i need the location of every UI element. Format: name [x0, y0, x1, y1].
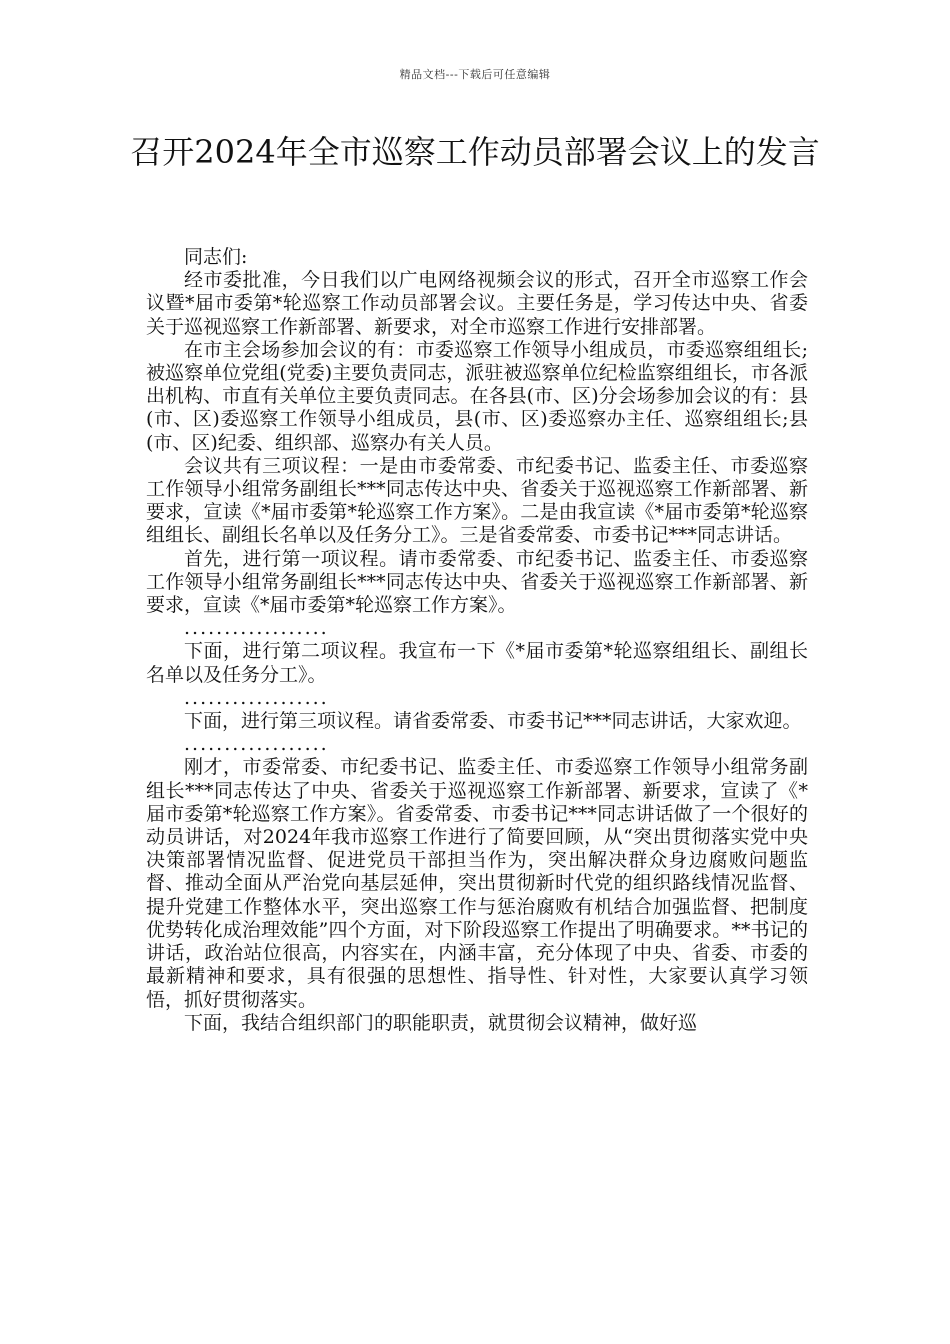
ellipsis-separator: .................. [184, 733, 329, 756]
document-body [146, 246, 808, 1035]
paragraph: 刚才，市委常委、市纪委书记、监委主任、市委巡察工作领导小组常务副组长***同志传达了中央、省委关于巡视巡察工作新部署、新要求，宣读了《*届市委第*轮巡察工作方案》。省委常委、市委书记***同志讲话做了一个很好的动员讲话，对2024年我市巡察工作进行了简要回顾，从“突出贯彻落实党中央决策部署情况监督、促进党员干部担当作为，突出解决群众身边腐败问题监督、推动全面从严治党向基层延伸，突出贯彻新时代党的组织路线情况监督、提升党建工作整体水平，突出巡察工作与惩治腐败有机结合加强监督、把制度优势转化成治理效能”四个方面，对下阶段巡察工作提出了明确要求。**书记的讲话，政治站位很高，内容实在，内涵丰富，充分体现了中央、省委、市委的最新精神和要求，具有很强的思想性、指导性、针对性，大家要认真学习领悟，抓好贯彻落实。 [146, 756, 808, 1011]
paragraph: 下面，我结合组织部门的职能职责，就贯彻会议精神，做好巡 [184, 1011, 698, 1034]
paragraph: 下面，进行第三项议程。请省委常委、市委书记***同志讲话，大家欢迎。 [184, 710, 802, 733]
paragraph: 经市委批准，今日我们以广电网络视频会议的形式，召开全市巡察工作会议暨*届市委第*轮巡察工作动员部署会议。主要任务是，学习传达中央、省委关于巡视巡察工作新部署、新要求，对全市巡察工作进行安排部署。 [146, 269, 808, 338]
page-header: 精品文档---下载后可任意编辑 [399, 68, 551, 81]
document-title: 召开2024年全市巡察工作动员部署会议上的发言 [130, 133, 820, 171]
ellipsis-separator: .................. [184, 686, 329, 709]
salutation: 同志们: [184, 246, 248, 268]
paragraph: 首先，进行第一项议程。请市委常委、市纪委书记、监委主任、市委巡察工作领导小组常务副组长***同志传达中央、省委关于巡视巡察工作新部署、新要求，宣读《*届市委第*轮巡察工作方案》。 [146, 547, 808, 617]
ellipsis-separator: .................. [184, 617, 329, 640]
paragraph: 在市主会场参加会议的有：市委巡察工作领导小组成员，市委巡察组组长;被巡察单位党组(党委)主要负责同志，派驻被巡察单位纪检监察组组长，市各派出机构、市直有关单位主要负责同志。在各县(市、区)分会场参加会议的有：县(市、区)委巡察工作领导小组成员，县(市、区)委巡察办主任、巡察组组长;县(市、区)纪委、组织部、巡察办有关人员。 [146, 338, 808, 454]
paragraph: 会议共有三项议程：一是由市委常委、市纪委书记、监委主任、市委巡察工作领导小组常务副组长***同志传达中央、省委关于巡视巡察工作新部署、新要求，宣读《*届市委第*轮巡察工作方案》。二是由我宣读《*届市委第*轮巡察组组长、副组长名单以及任务分工》。三是省委常委、市委书记***同志讲话。 [146, 454, 808, 547]
paragraph: 下面，进行第二项议程。我宣布一下《*届市委第*轮巡察组组长、副组长名单以及任务分工》。 [146, 640, 808, 686]
